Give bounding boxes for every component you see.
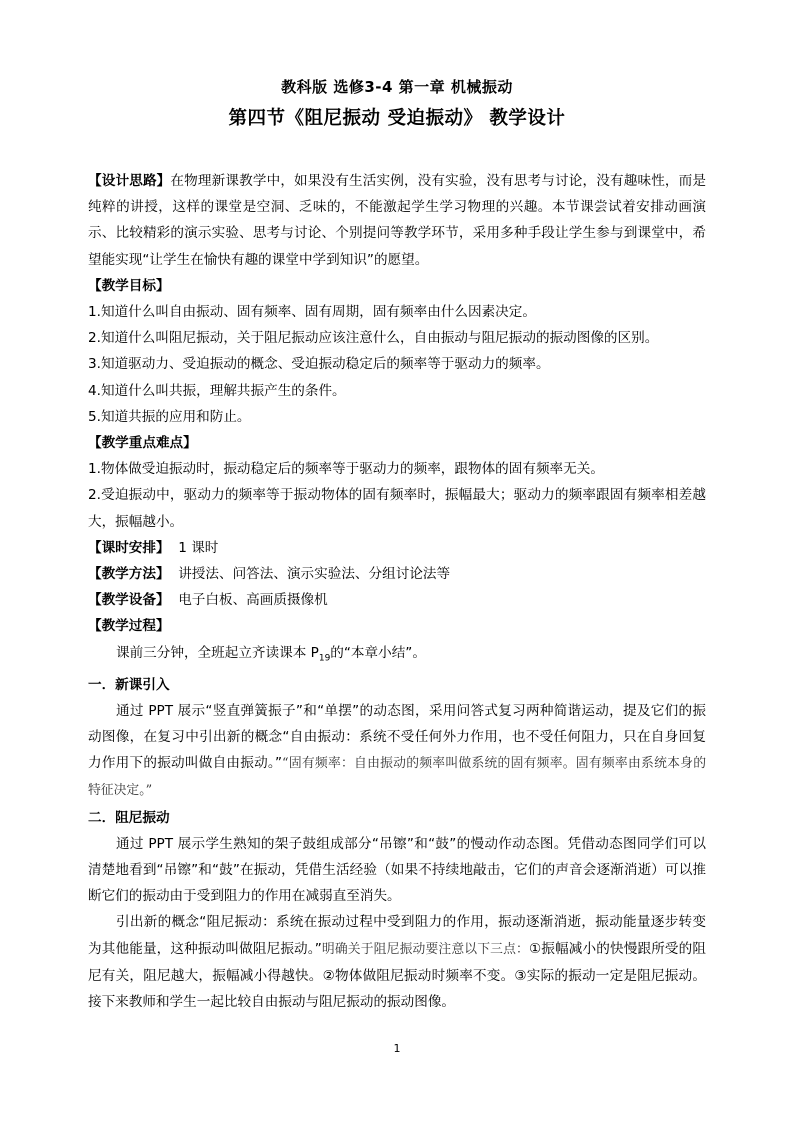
goal-item-4: 4.知道什么叫共振，理解共振产生的条件。 — [88, 382, 346, 399]
methods-label: 【教学方法】 — [88, 566, 170, 583]
goal-item-1: 1.知道什么叫自由振动、固有频率、固有周期，固有频率由什么因素决定。 — [88, 304, 536, 321]
goal-item-2: 2.知道什么叫阻尼振动，关于阻尼振动应该注意什么，自由振动与阻尼振动的振动图像的区别。 — [88, 330, 659, 347]
section2-rest: ①振幅减小的快慢跟所受的阻尼有关，阻尼越大，振幅减小得越快。②物体做阻尼振动时频率不变。③实际的振动一定是阻尼振动。接下来教师和学生一起比较自由振动与阻尼振动的振动图像。 — [88, 940, 706, 1011]
page-number: 1 — [393, 1042, 401, 1055]
document-subtitle: 教科版 选修3-4 第一章 机械振动 — [281, 78, 513, 96]
schedule-value: 1 课时 — [178, 539, 219, 556]
goals-label: 【教学目标】 — [88, 277, 170, 294]
section2-note: 明确关于阻尼振动要注意以下三点： — [321, 941, 529, 957]
section2-main: 引出新的概念“阻尼振动：系统在振动过程中受到阻力的作用，振动逐渐消逝，振动能量逐步转变为其他能量，这种振动叫做阻尼振动。” — [88, 914, 706, 957]
section1-heading: 一．新课引入 — [88, 676, 170, 693]
schedule-label: 【课时安排】 — [88, 539, 170, 556]
goal-item-5: 5.知道共振的应用和防止。 — [88, 408, 251, 425]
process-intro-subscript: 19 — [318, 653, 331, 664]
keypoints-label: 【教学重点难点】 — [88, 435, 197, 452]
process-intro-a: 课前三分钟，全班起立齐读课本 P — [116, 644, 319, 661]
section1-paragraph — [88, 698, 706, 805]
design-label: 【设计思路】 — [88, 173, 171, 189]
equipment-value: 电子白板、高画质摄像机 — [178, 592, 328, 609]
equipment-label: 【教学设备】 — [88, 592, 170, 609]
process-intro-b: 的“本章小结”。 — [330, 644, 426, 661]
keypoint-item-2: 2.受迫振动中，驱动力的频率等于振动物体的固有频率时，振幅最大；驱动力的频率跟固有频率相差越大，振幅越小。 — [88, 487, 706, 530]
design-text: 在物理新课教学中，如果没有生活实例，没有实验，没有思考与讨论，没有趣味性，而是纯粹的讲授，这样的课堂是空洞、乏味的，不能激起学生学习物理的兴趣。本节课尝试着安排动画演示、比较精彩的演示实验、思考与讨论、个别提问等教学环节，采用多种手段让学生参与到课堂中，希望能实现“让学生在愉快有趣的课堂中学到知识”的愿望。 — [88, 173, 706, 268]
goal-item-3: 3.知道驱动力、受迫振动的概念、受迫振动稳定后的频率等于驱动力的频率。 — [88, 356, 550, 373]
keypoint-item-1: 1.物体做受迫振动时，振动稳定后的频率等于驱动力的频率，跟物体的固有频率无关。 — [88, 461, 604, 478]
document-body — [88, 168, 706, 1015]
section2-heading: 二．阻尼振动 — [88, 809, 170, 826]
document-title: 第四节《阻尼振动 受迫振动》 教学设计 — [228, 108, 566, 129]
section2-paragraph-2 — [88, 909, 706, 1015]
section2-paragraph-1: 通过 PPT 展示学生熟知的架子鼓组成部分“吊镲”和“鼓”的慢动作动态图。凭借动态图同学们可以清楚地看到“吊镲”和“鼓”在振动，凭借生活经验（如果不持续地敲击，它们的声音会逐渐消逝）可以推断它们的振动由于受到阻力的作用在减弱直至消失。 — [88, 835, 706, 905]
methods-line — [88, 561, 706, 587]
process-label: 【教学过程】 — [88, 618, 170, 635]
process-intro — [88, 640, 706, 672]
section1-main: 通过 PPT 展示“竖直弹簧振子”和“单摆”的动态图，采用问答式复习两种简谐运动，提及它们的振动图像，在复习中引出新的概念“自由振动：系统不受任何外力作用，也不受任何阻力，只在自身回复力作用下的振动叫做自由振动。” — [88, 702, 706, 772]
design-paragraph — [88, 168, 706, 273]
equipment-line — [88, 587, 706, 613]
methods-value: 讲授法、问答法、演示实验法、分组讨论法等 — [178, 566, 451, 583]
schedule-line — [88, 535, 706, 561]
section1-note: “固有频率：自由振动的频率叫做系统的固有频率。固有频率由系统本身的特征决定。” — [88, 756, 706, 799]
